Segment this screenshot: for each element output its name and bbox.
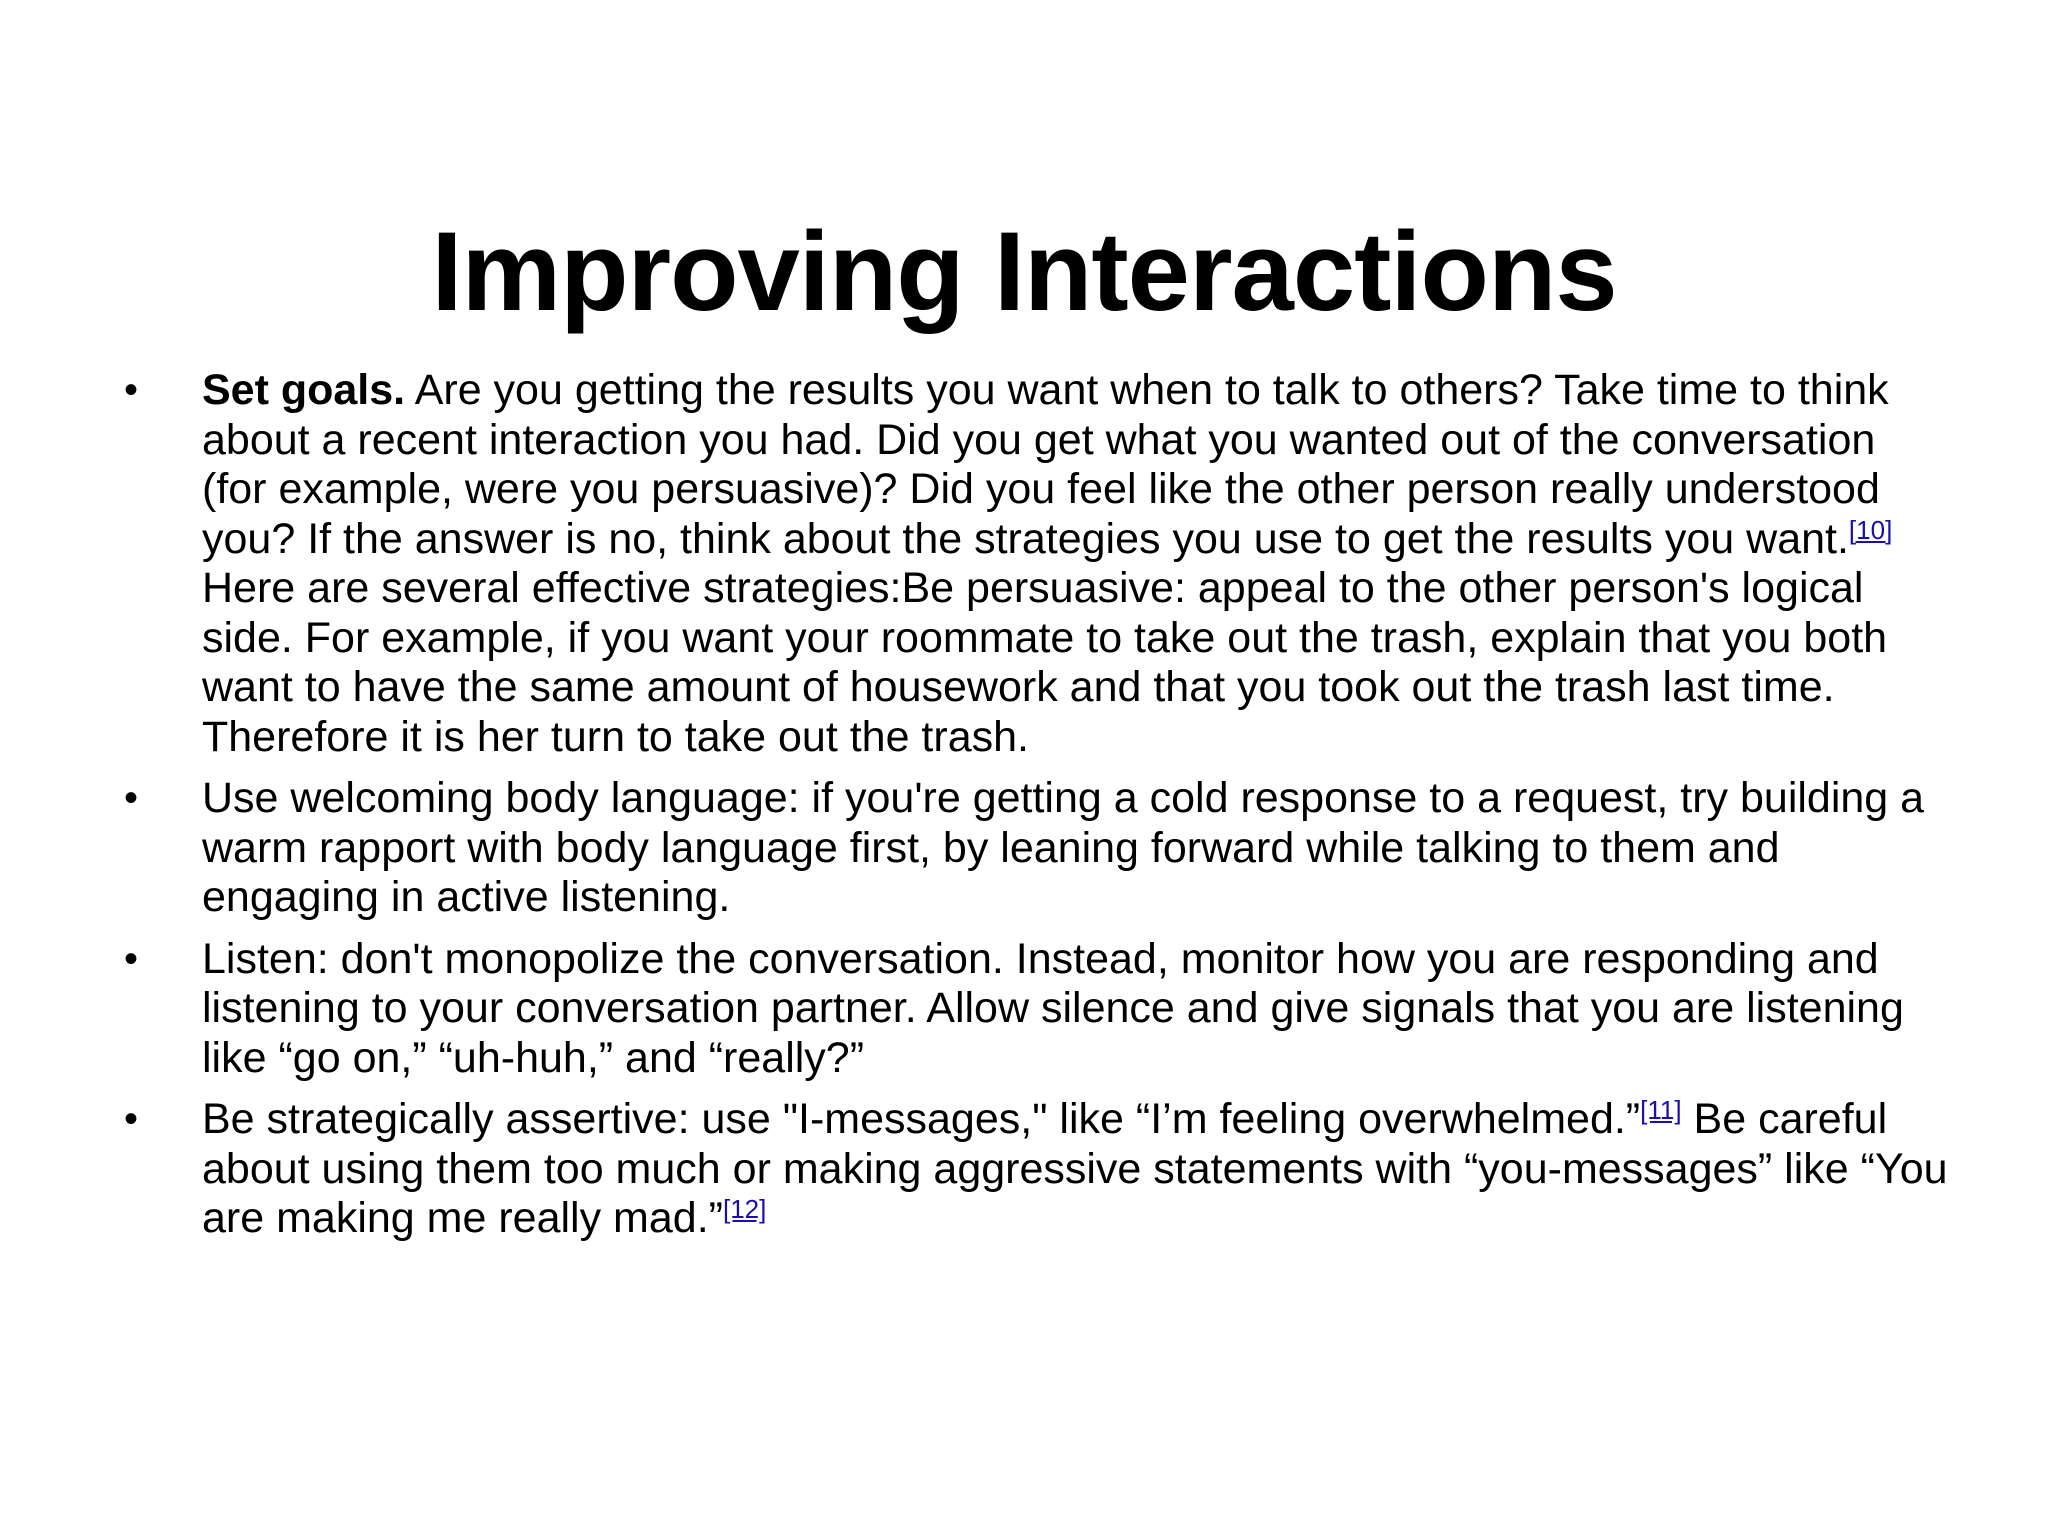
bullet-item-body-language (120, 774, 1950, 923)
slide-title: Improving Interactions (431, 209, 1617, 335)
bullet-marker: • (124, 936, 139, 981)
bullet-item-assertive (120, 1095, 1950, 1244)
reference-link-12[interactable]: [12] (722, 1194, 767, 1224)
bullet-item-set-goals (120, 366, 1950, 762)
bullet-text: Be careful about using them too much or making aggressive statements with “you-messages” like “You are making me really mad.” (202, 1095, 1948, 1242)
bullet-marker: • (124, 368, 139, 412)
bullet-marker: • (124, 776, 139, 820)
reference-link-11[interactable]: [11] (1640, 1095, 1682, 1125)
reference-link-10[interactable]: [10] (1848, 514, 1893, 545)
bullet-text: Here are several effective strategies:Be persuasive: appeal to the other person's logical side. For example, if you want your roommate to take out the trash, explain that you both want to have the same amount of housework and that you took out the trash last time. Therefore it is her turn to take out the trash. (202, 564, 1888, 761)
bullet-lead-text: Set goals. (202, 366, 406, 414)
bullet-text: Are you getting the results you want when to talk to others? Take time to think about a recent interaction you had. Did you get what you wanted out of the conversation (for example, were you persuasive)? Did you feel like the other person really understood you? If the answer is no, think about the strategies you use to get the results you want. (202, 366, 1889, 563)
bullet-text: Be strategically assertive: use "I-messages," like “I’m feeling overwhelmed.” (202, 1095, 1641, 1143)
bullet-text: Use welcoming body language: if you're getting a cold response to a request, try building a warm rapport with body language first, by leaning forward while talking to them and engaging in active listening. (202, 774, 1925, 921)
bullet-text: Listen: don't monopolize the conversation. Instead, monitor how you are responding and listening to your conversation partner. Allow silence and give signals that you are listening like “go on,” “uh-huh,” and “really?” (202, 934, 1904, 1082)
bullet-list (120, 366, 1950, 1256)
bullet-marker: • (124, 1097, 139, 1141)
bullet-item-listen (120, 935, 1950, 1084)
